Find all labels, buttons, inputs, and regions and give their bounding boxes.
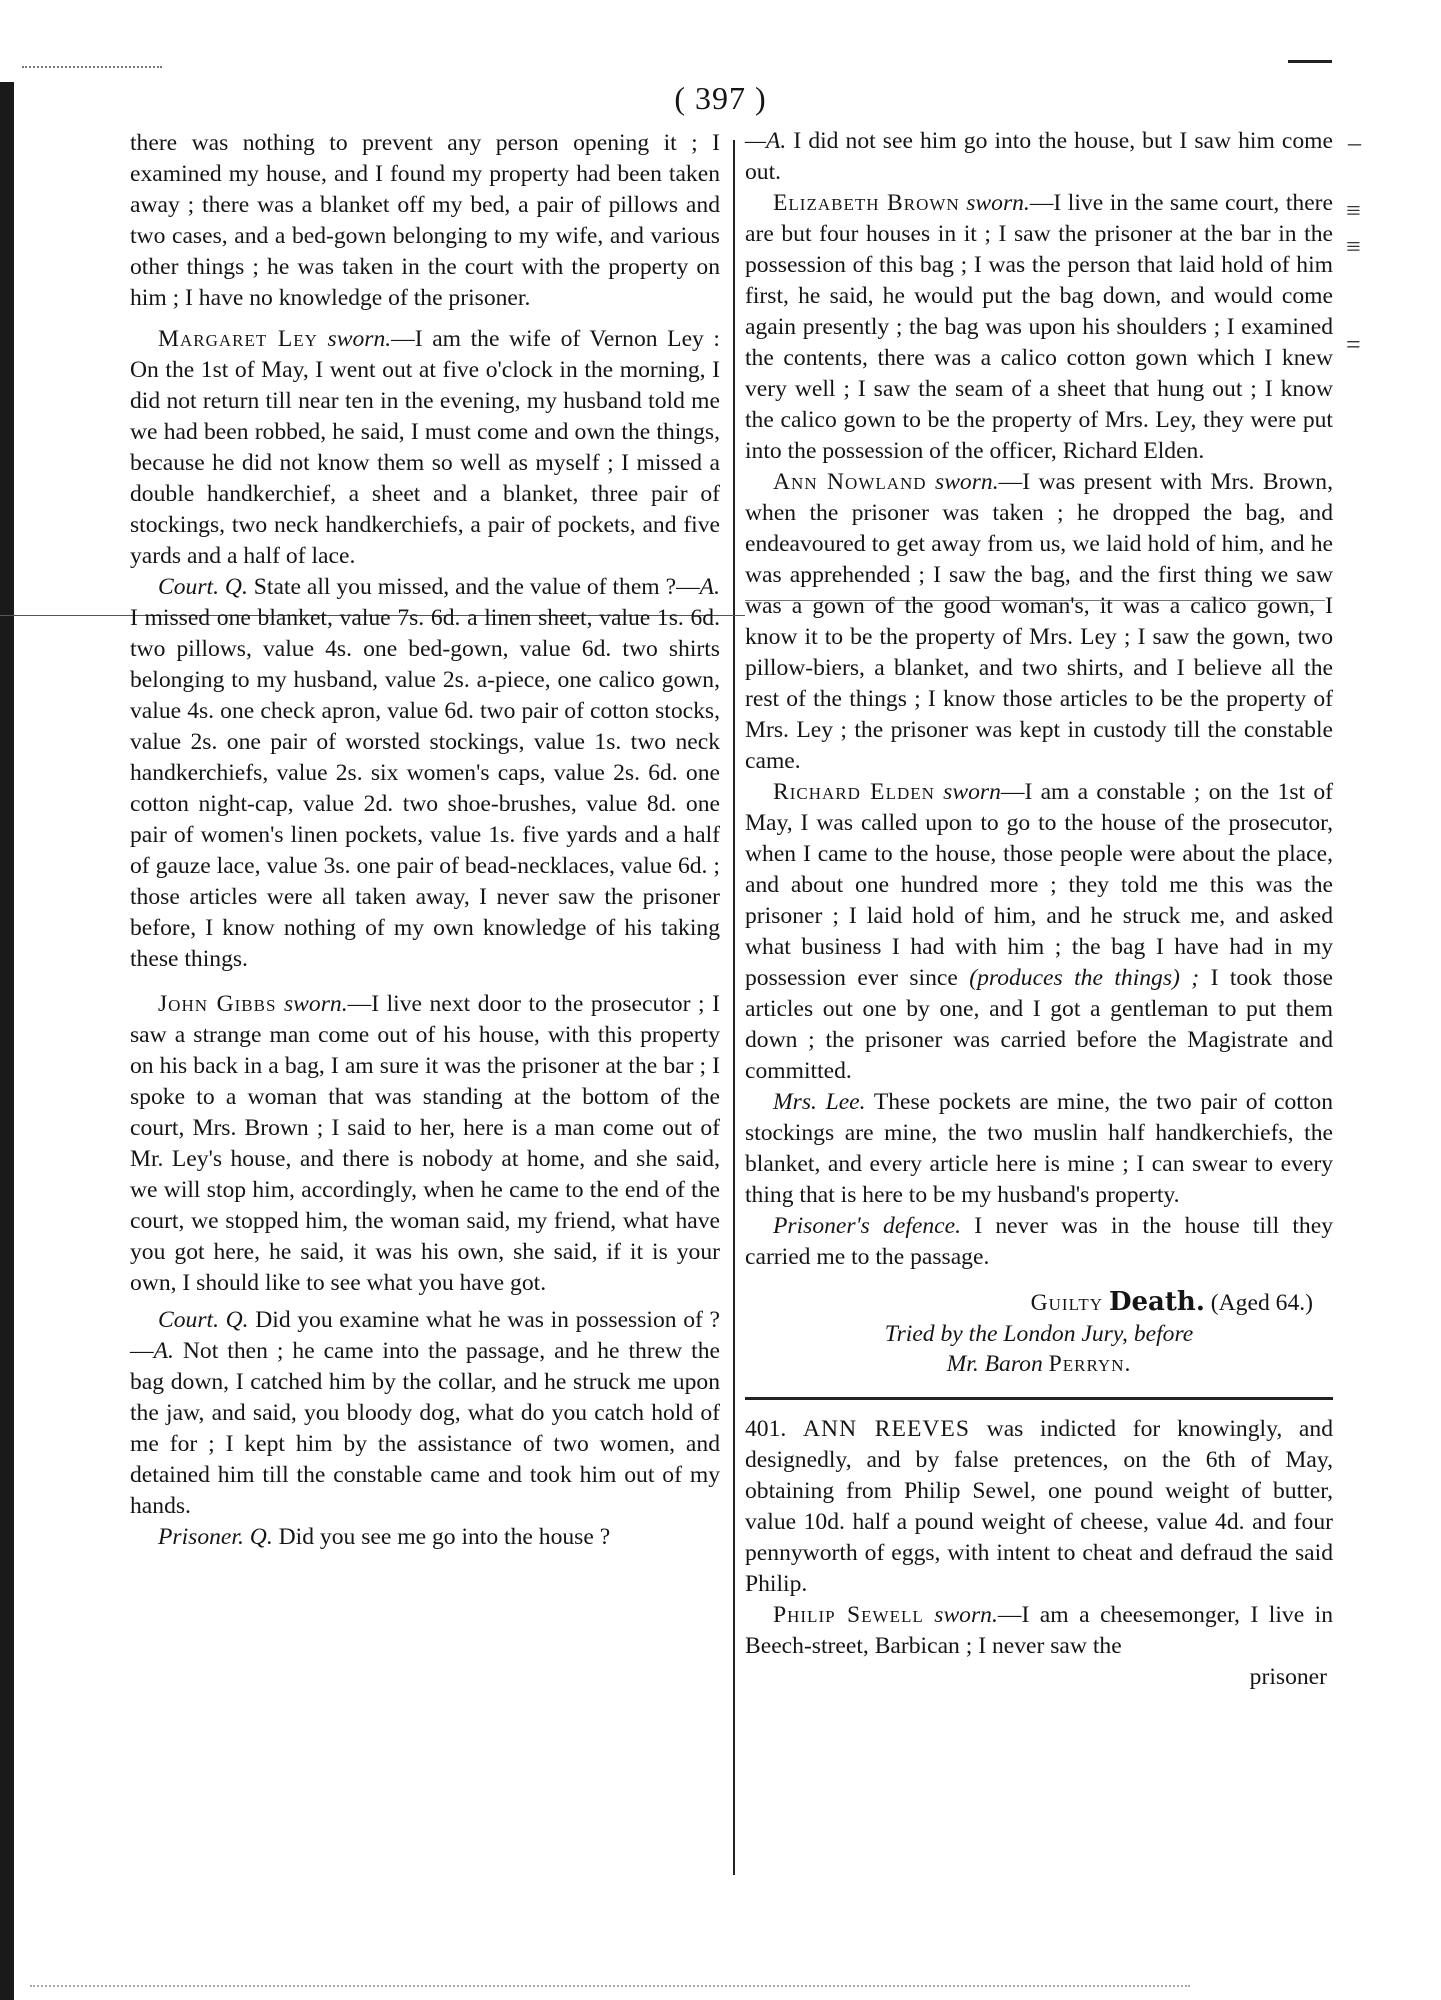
column-divider xyxy=(733,140,735,1875)
binding-edge xyxy=(0,82,14,2000)
question-text: Did you examine what he was in possession of ?— xyxy=(130,1307,720,1364)
defence-text: I never was in the house till they carried me to the passage. xyxy=(745,1213,1333,1270)
question-text: Did you see me go into the house ? xyxy=(278,1524,611,1550)
witness-name: Margaret Ley xyxy=(158,326,318,352)
answer-text: I did not see him go into the house, but I saw him come out. xyxy=(745,128,1333,185)
testimony-text: —I was present with Mrs. Brown, when the prisoner was taken ; he dropped the bag, and endeavoured to get away from us, we laid hold of him, and he was apprehended ; I saw the bag, and the first thing we saw was a gown of the good woman's, it was a calico gown, I know it to be the property of Mrs. Ley ; I saw the gown, two pillow-biers, a blanket, and two shirts, and I believe all the rest of the things ; I know those articles to be the property of Mrs. Ley ; the prisoner was kept in custody till the constable came. xyxy=(745,469,1333,774)
testimony-text: —I am a constable ; on the 1st of May, I was called upon to go to the house of the prosecutor, when I came to the house, those people were about the place, and about one hundred more ; they told me this was the prisoner ; I laid hold of him, and he struck me, and asked what business I had with him ; the bag I have had in my possession ever since xyxy=(745,779,1333,991)
sworn-label: sworn xyxy=(943,779,1001,805)
court-label: Court. xyxy=(158,574,219,600)
verdict-sentence: Death. xyxy=(1108,1287,1205,1317)
answer-label: —A. xyxy=(745,128,787,154)
stage-direction: (produces the things) ; xyxy=(969,965,1200,991)
question-label: Q. xyxy=(249,1524,273,1550)
question-label: Q. xyxy=(225,1307,249,1333)
catchword: prisoner xyxy=(1249,1664,1327,1690)
page-number: ( 397 ) xyxy=(674,80,767,116)
indictment-text: was indicted for knowingly, and designedly, and by false pretences, on the 6th of May, obtaining from Philip Sewel, one pound weight of butter, value 10d. half a pound weight of cheese, value 4d. and four pennyworth of eggs, with intent to cheat and defraud the said Philip. xyxy=(745,1416,1333,1597)
top-rule xyxy=(1288,60,1332,63)
witness-name: Elizabeth Brown xyxy=(773,190,960,216)
answer-label: A. xyxy=(153,1338,174,1364)
testimony-elizabeth-brown xyxy=(745,188,1333,467)
right-column xyxy=(745,126,1333,1693)
witness-name: John Gibbs xyxy=(158,991,277,1017)
testimony-text: I took those articles out one by one, and I got a gentleman to put them down ; the prisoner was carried before the Magistrate and committed. xyxy=(745,965,1333,1084)
answer-text: I missed one blanket, value 7s. 6d. a linen sheet, value 1s. 6d. two pillows, value 4s. one bed-gown, value 6d. two shirts belonging to my husband, value 2s. a-piece, one calico gown, value 4s. one check apron, value 6d. two pair of cotton stocks, value 2s. one pair of worsted stockings, value 1s. two neck handkerchiefs, value 2s. six women's caps, value 2s. 6d. one cotton night-cap, value 2d. two shoe-brushes, value 8d. one pair of women's linen pockets, value 1s. five yards and a half of gauze lace, value 3s. one pair of bead-necklaces, value 6d. ; those articles were all taken away, I never saw the prisoner before, I know nothing of my own knowledge of his taking these things. xyxy=(130,605,720,972)
margin-mark: ≡ xyxy=(1346,196,1361,225)
testimony-philip-sewell xyxy=(745,1600,1333,1662)
witness-name: Ann Nowland xyxy=(773,469,927,495)
defence-label: Prisoner's defence. xyxy=(773,1213,961,1239)
verdict-age: (Aged 64.) xyxy=(1210,1290,1313,1316)
prisoner-label: Prisoner. xyxy=(158,1524,244,1550)
margin-mark: = xyxy=(1346,330,1361,359)
paragraph: there was nothing to prevent any person opening it ; I examined my house, and I found my property had been taken away ; there was a blanket off my bed, a pair of pillows and two cases, and a bed-gown belonging to my wife, and various other things ; he was taken in the court with the property on him ; I have no knowledge of the prisoner. xyxy=(130,130,720,311)
testimony-text: —I live next door to the prosecutor ; I saw a strange man come out of his house, with this property on his back in a bag, I am sure it was the prisoner at the bar ; I spoke to a woman that was standing at the bottom of the court, Mrs. Brown ; I said to her, here is a man come out of Mr. Ley's house, and there is nobody at home, and she said, we will stop him, accordingly, when he came to the end of the court, we stopped him, the woman said, my friend, what have you got here, he said, it was his own, she said, if it is your own, I should like to see what you have got. xyxy=(130,991,720,1296)
scan-speckle-bottom xyxy=(30,1985,1190,1989)
court-label: Court. xyxy=(158,1307,219,1333)
tried-judge: Perryn. xyxy=(1048,1351,1132,1377)
left-column xyxy=(130,128,720,1553)
witness-name: Richard Elden xyxy=(773,779,935,805)
sworn-label: sworn. xyxy=(284,991,348,1017)
witness-name: Philip Sewell xyxy=(773,1602,924,1628)
testimony-richard-elden xyxy=(745,777,1333,1087)
verdict-guilty: Guilty xyxy=(1030,1290,1104,1316)
prisoner-question xyxy=(130,1522,720,1553)
testimony-text: —I am a cheesemonger, I live in Beech-street, Barbican ; I never saw the xyxy=(745,1602,1334,1659)
answer-continued xyxy=(745,126,1333,188)
sworn-label: sworn. xyxy=(935,469,999,495)
sworn-label: sworn. xyxy=(966,190,1030,216)
testimony-text: —I am the wife of Vernon Ley : On the 1st of May, I went out at five o'clock in the morning, I did not return till near ten in the evening, my husband told me we had been robbed, he said, I must come and own the things, because he did not know them so well as myself ; I missed a double handkerchief, a sheet and a blanket, three pair of stockings, two neck handkerchiefs, a pair of pockets, and five yards and a half of lace. xyxy=(130,326,720,569)
testimony-mrs-lee xyxy=(745,1087,1333,1211)
defendant-name: ANN REEVES xyxy=(803,1416,970,1442)
answer-text: Not then ; he came into the passage, and he threw the bag down, I catched him by the collar, and he struck me upon the jaw, and said, you bloody dog, what do you catch hold of me for ; I kept him by the assistance of two women, and detained him till the constable came and took him out of my hands. xyxy=(130,1338,720,1519)
trial-info xyxy=(745,1319,1333,1379)
court-question xyxy=(130,572,720,975)
section-rule xyxy=(745,1397,1333,1400)
scan-speckle xyxy=(22,66,162,70)
witness-name: Mrs. Lee. xyxy=(773,1089,866,1115)
testimony-text: These pockets are mine, the two pair of cotton stockings are mine, the two muslin half handkerchiefs, the blanket, and every article here is mine ; I can swear to every thing that is here to be my husband's property. xyxy=(745,1089,1333,1208)
testimony-john-gibbs xyxy=(130,989,720,1299)
question-label: Q. xyxy=(224,574,248,600)
court-question xyxy=(130,1305,720,1522)
sworn-label: sworn. xyxy=(327,326,392,352)
question-text: State all you missed, and the value of them ?— xyxy=(253,574,700,600)
testimony-margaret-ley xyxy=(130,324,720,572)
answer-label: A. xyxy=(699,574,720,600)
tried-line: Tried by the London Jury, before xyxy=(884,1321,1194,1347)
sworn-label: sworn. xyxy=(934,1602,998,1628)
margin-dash: – xyxy=(1348,128,1361,157)
testimony-ann-nowland xyxy=(745,467,1333,777)
prisoner-defence xyxy=(745,1211,1333,1273)
case-heading xyxy=(745,1414,1333,1600)
margin-mark: ≡ xyxy=(1346,232,1361,261)
tried-judge-title: Mr. Baron xyxy=(946,1351,1043,1377)
testimony-text: —I live in the same court, there are but four houses in it ; I saw the prisoner at the bar in the possession of this bag ; I was the person that laid hold of him first, he said, he would put the bag down, and would come again presently ; the bag was upon his shoulders ; I examined the contents, there was a calico cotton gown which I knew very well ; I saw the seam of a sheet that hung out ; I know the calico gown to be the property of Mrs. Ley, they were put into the possession of the officer, Richard Elden. xyxy=(745,190,1333,464)
verdict xyxy=(745,1287,1333,1319)
case-number: 401. xyxy=(745,1416,787,1442)
